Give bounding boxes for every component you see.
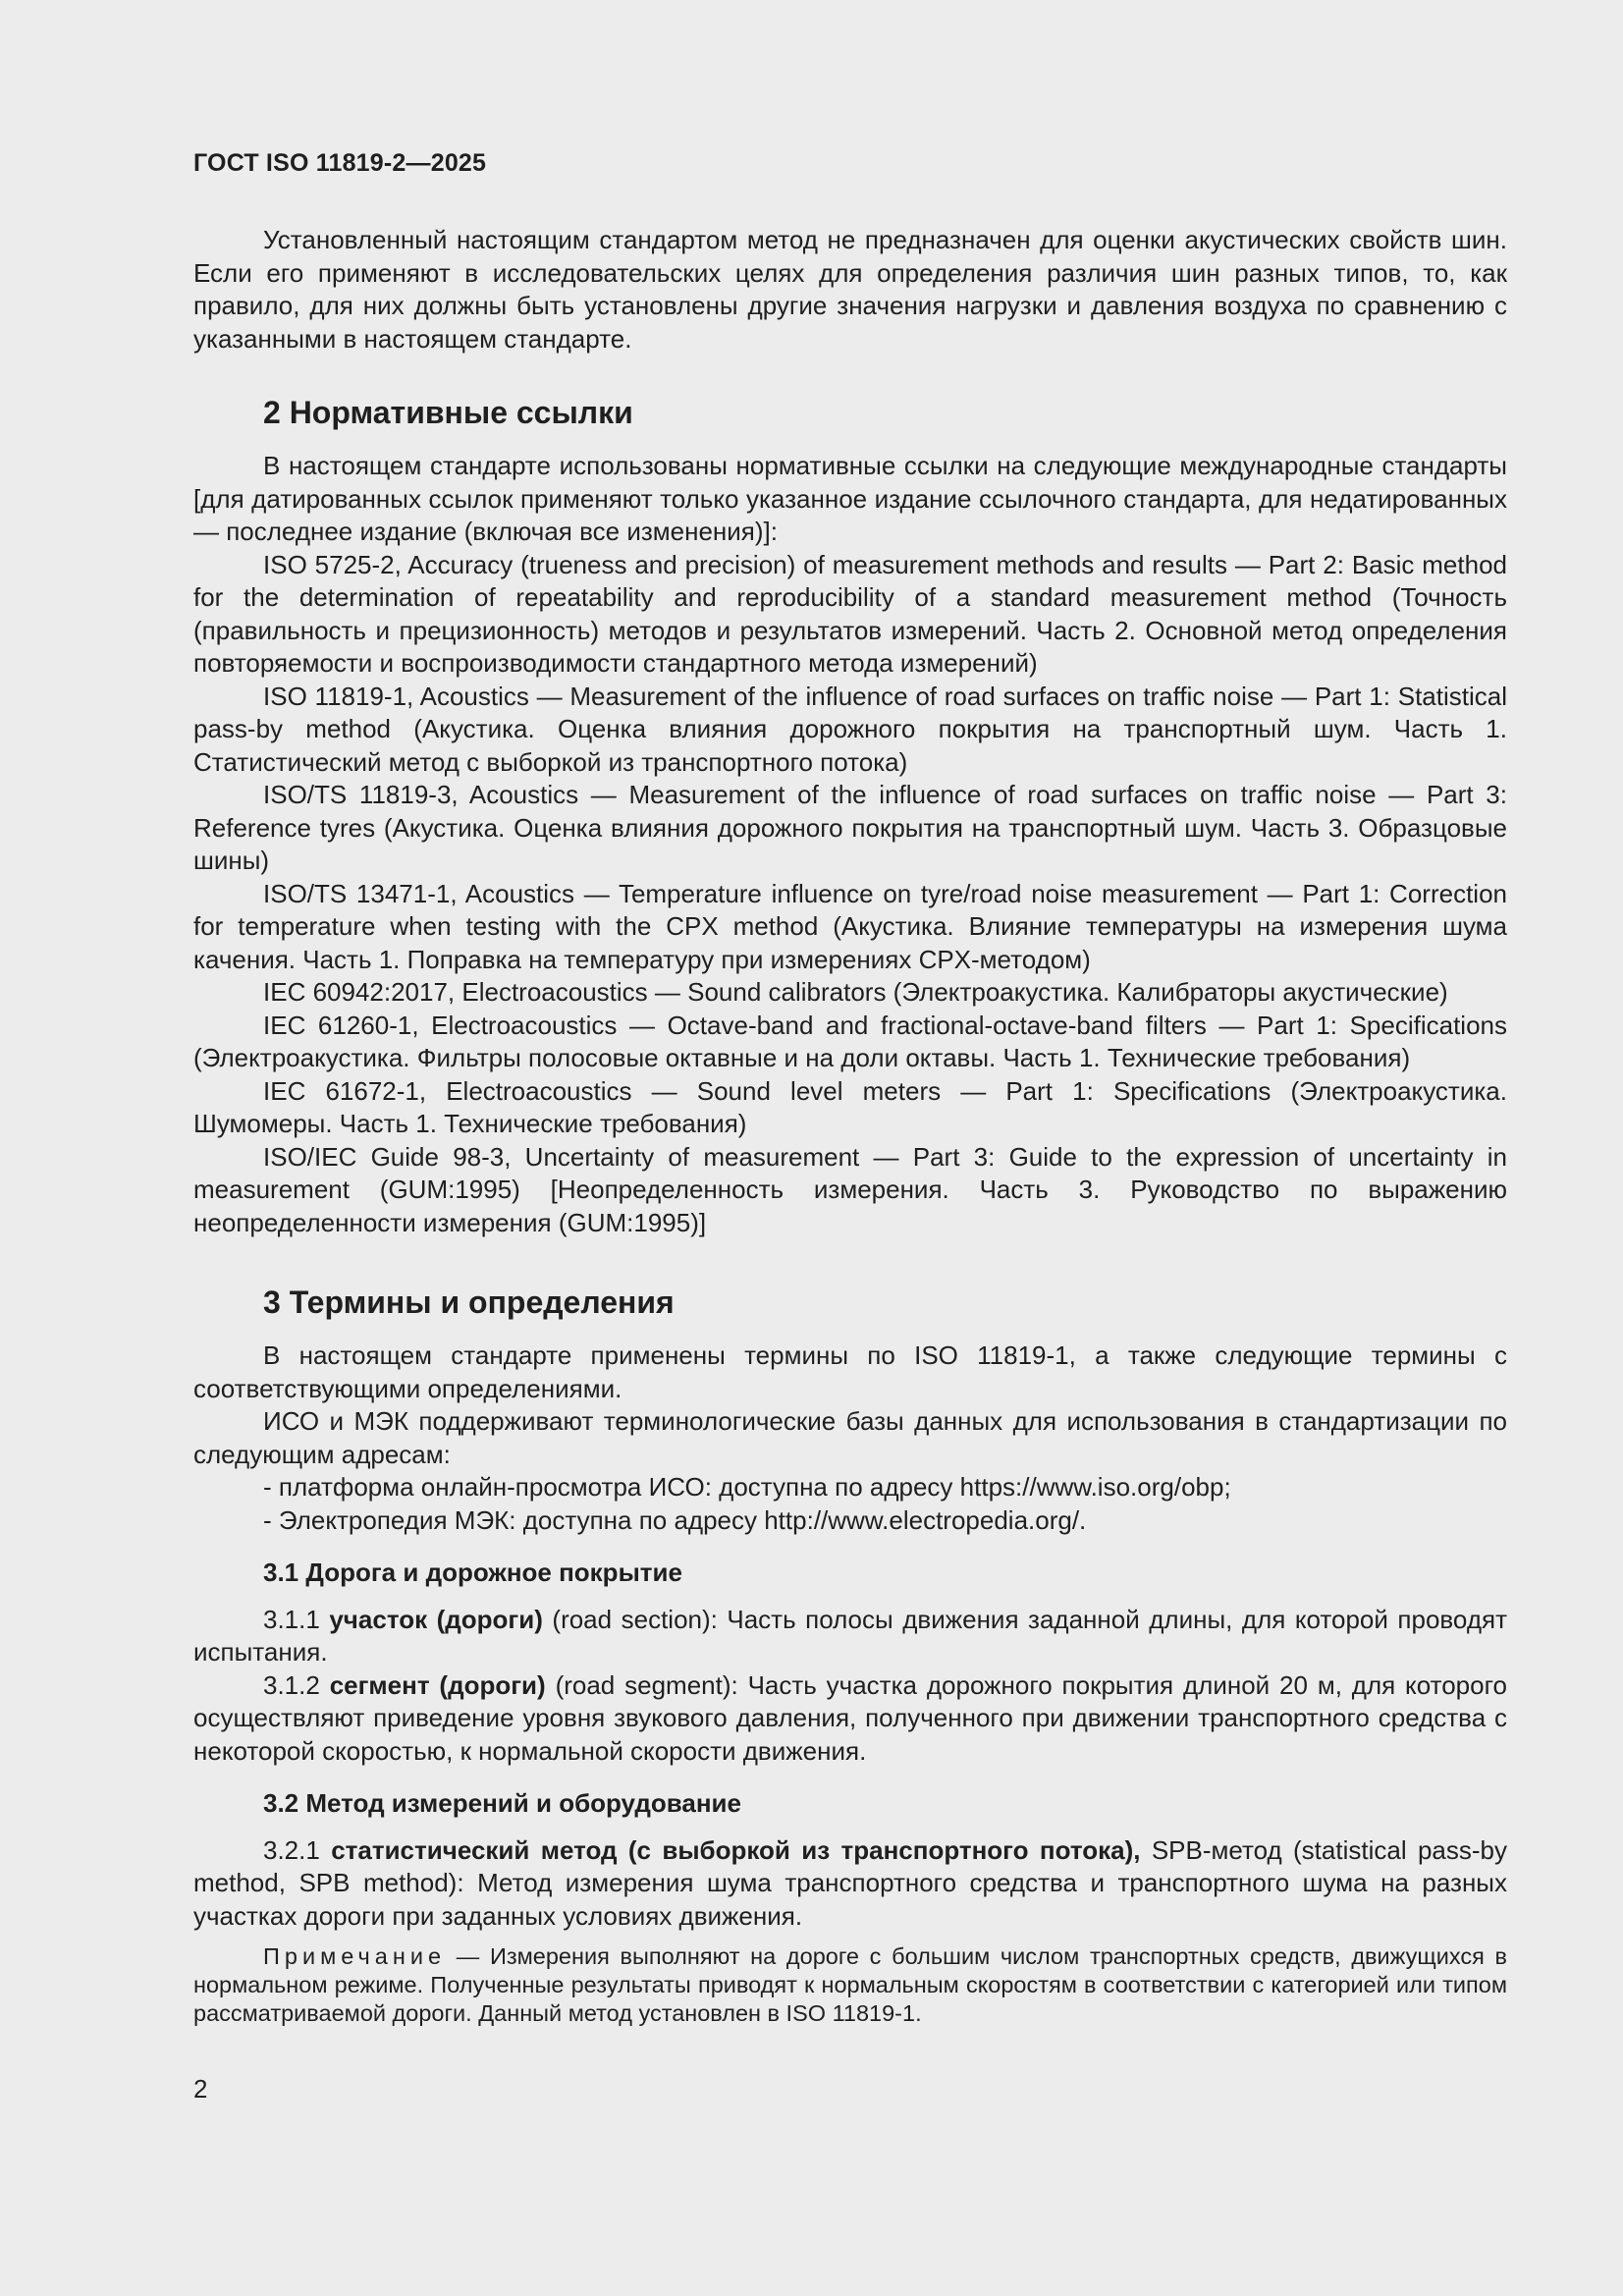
note-paragraph (193, 1942, 1507, 2028)
term-3-2-1 (193, 1834, 1507, 1934)
term-name: участок (дороги) (329, 1604, 543, 1634)
term-name: статистический метод (с выборкой из транспортного потока), (331, 1834, 1141, 1865)
reference-item: ISO 11819-1, Acoustics — Measurement of the influence of road surfaces on traffic noise — Part 1: Statistical pass-by method (Акустика. Оценка влияния дорожного покрытия на транспортный шум. Часть 1. Статистический метод с выборкой из транспортного потока) (193, 681, 1507, 777)
page-content (193, 224, 1507, 2028)
section-3-paragraph-2: ИСО и МЭК поддерживают терминологические базы данных для использования в стандартизации по следующим адресам: (193, 1406, 1507, 1469)
section-3-title: 3 Термины и определения (263, 1285, 675, 1320)
note-label: Примечание (263, 1943, 447, 1969)
list-item: - Электропедия МЭК: доступна по адресу http://www.electropedia.org/. (263, 1504, 1087, 1535)
reference-item: ISO/TS 11819-3, Acoustics — Measurement of the influence of road surfaces on traffic noise — Part 3: Reference tyres (Акустика. Оценка влияния дорожного покрытия на транспортный шум. Часть 3. Образцовые шины) (193, 780, 1507, 875)
list-item: - платформа онлайн-просмотра ИСО: доступна по адресу https://www.iso.org/obp; (263, 1472, 1231, 1502)
page-number: 2 (193, 2074, 208, 2104)
document-header: ГОСТ ISO 11819-2—2025 (193, 149, 487, 177)
term-number: 3.1.2 (263, 1669, 320, 1700)
reference-item: IEC 60942:2017, Electroacoustics — Sound calibrators (Электроакустика. Калибраторы акустические) (263, 977, 1448, 1007)
term-number: 3.1.1 (263, 1604, 320, 1634)
reference-item: ISO/TS 13471-1, Acoustics — Temperature influence on tyre/road noise measurement — Part 1: Correction for temperature when testing with the CPX method (Акустика. Влияние температуры на измерения шума качения. Часть 1. Поправка на температуру при измерениях CPX-методом) (193, 878, 1507, 974)
term-definition: SPB-метод (statistical pass-by method, SPB method): Метод измерения шума транспортного средства и транспортного шума на разных участках дороги при заданных условиях движения. (193, 1834, 1507, 1931)
section-2-title: 2 Нормативные ссылки (263, 395, 633, 430)
term-definition: (road segment): Часть участка дорожного покрытия длиной 20 м, для которого осуществляют приведение уровня звукового давления, полученного при движении транспортного средства с некоторой скоростью, к нормальной скорости движения. (193, 1669, 1507, 1766)
section-3-paragraph-1: В настоящем стандарте применены термины по ISO 11819-1, а также следующие термины с соответствующими определениями. (193, 1340, 1507, 1403)
subsection-3-2-title: 3.2 Метод измерений и оборудование (263, 1788, 742, 1818)
reference-item: IEC 61260-1, Electroacoustics — Octave-band and fractional-octave-band filters — Part 1: Specifications (Электроакустика. Фильтры полосовые октавные и на доли октавы. Часть 1. Технические требования) (193, 1010, 1507, 1072)
term-3-1-2 (193, 1669, 1507, 1769)
intro-paragraph: Установленный настоящим стандартом метод не предназначен для оценки акустических свойств шин. Если его применяют в исследовательских целях для определения различия шин разных типов, то, как правило, для них должны быть установлены другие значения нагрузки и давления воздуха по сравнению с указанными в настоящем стандарте. (193, 225, 1507, 354)
reference-item: ISO 5725-2, Accuracy (trueness and precision) of measurement methods and results — Part 2: Basic method for the determination of repeatability and reproducibility of a standard measurement method (Точность (правильность и прецизионность) методов и результатов измерений. Часть 2. Основной метод определения повторяемости и воспроизводимости стандартного метода измерений) (193, 549, 1507, 678)
reference-item: IEC 61672-1, Electroacoustics — Sound level meters — Part 1: Specifications (Электроакустика. Шумомеры. Часть 1. Технические требования) (193, 1075, 1507, 1138)
term-definition: (road section): Часть полосы движения заданной длины, для которой проводят испытания. (193, 1604, 1507, 1667)
term-number: 3.2.1 (263, 1834, 320, 1865)
note-text: — Измерения выполняют на дороге с большим числом транспортных средств, движущихся в нормальном режиме. Полученные результаты приводят к нормальным скоростям в соответствии с категорией или типом рассматриваемой дороги. Данный метод установлен в ISO 11819-1. (193, 1943, 1508, 2026)
section-2-intro: В настоящем стандарте использованы нормативные ссылки на следующие международные стандарты [для датированных ссылок применяют только указанное издание ссылочного стандарта, для недатированных — последнее издание (включая все изменения)]: (193, 451, 1507, 546)
subsection-3-1-title: 3.1 Дорога и дорожное покрытие (263, 1558, 682, 1587)
reference-item: ISO/IEC Guide 98-3, Uncertainty of measurement — Part 3: Guide to the expression of uncertainty in measurement (GUM:1995) [Неопределенность измерения. Часть 3. Руководство по выражению неопределенности измерения (GUM:1995)] (193, 1141, 1507, 1237)
term-name: сегмент (дороги) (329, 1669, 546, 1700)
term-3-1-1 (193, 1604, 1507, 1669)
